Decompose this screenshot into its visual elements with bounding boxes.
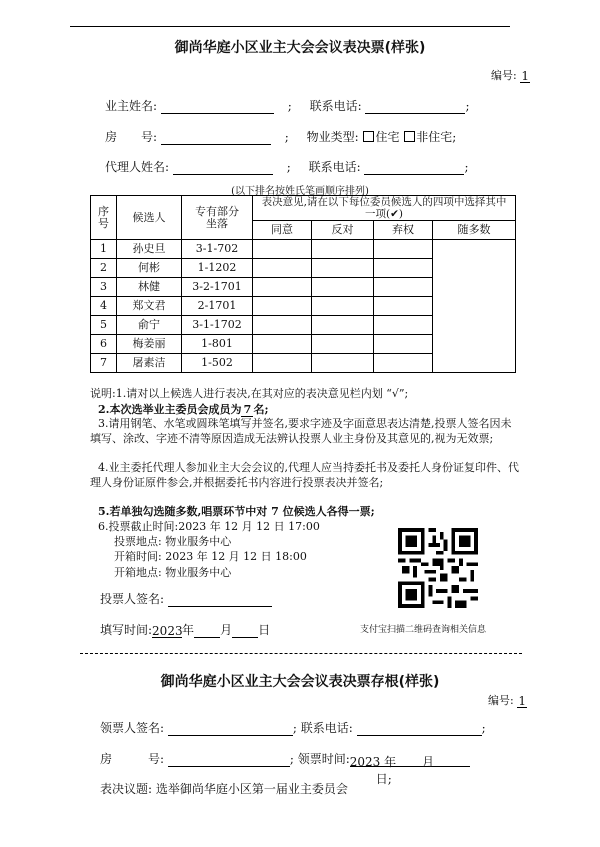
row-name: 俞宁 [117, 316, 182, 335]
header-candidate: 候选人 [117, 196, 182, 240]
header-unit: 专有部分坐落 [195, 204, 239, 230]
candidate-table [90, 195, 516, 373]
oppose-cell[interactable] [312, 297, 374, 316]
note-2: 2.本次选举业主委员会成员为 7 名; [98, 403, 269, 416]
oppose-cell[interactable] [312, 278, 374, 297]
abstain-cell[interactable] [374, 335, 433, 354]
agree-cell[interactable] [253, 335, 312, 354]
open-place: 开箱地点: 物业服务中心 [114, 566, 232, 579]
row-name: 郑文君 [117, 297, 182, 316]
abstain-cell[interactable] [374, 259, 433, 278]
row-no: 4 [91, 297, 117, 316]
note-6: 6.投票截止时间:2023 年 12 月 12 日 17:00 [98, 520, 320, 533]
row-unit: 3-1-702 [182, 240, 253, 259]
fill-day-field[interactable] [232, 624, 258, 638]
row-no: 2 [91, 259, 117, 278]
oppose-cell[interactable] [312, 354, 374, 373]
abstain-cell[interactable] [374, 297, 433, 316]
receiver-phone-field[interactable] [357, 722, 482, 736]
stub-number-value[interactable]: 1 [518, 694, 527, 708]
row-name: 梅姜丽 [117, 335, 182, 354]
row-name: 孙史旦 [117, 240, 182, 259]
agent-name-field[interactable] [173, 161, 273, 175]
owner-line: 业主姓名: ; 联系电话: ; [105, 99, 470, 113]
oppose-cell[interactable] [312, 316, 374, 335]
fill-month-field[interactable] [194, 624, 220, 638]
row-unit: 3-2-1701 [182, 278, 253, 297]
note-1: 说明:1.请对以上候选人进行表决,在其对应的表决意见栏内划 “√”; [90, 387, 409, 400]
agree-cell[interactable] [253, 240, 312, 259]
abstain-cell[interactable] [374, 278, 433, 297]
agree-cell[interactable] [253, 316, 312, 335]
row-unit: 1-502 [182, 354, 253, 373]
follow-majority-cell[interactable] [433, 240, 516, 373]
note-4: 4.业主委托代理人参加业主大会会议的,代理人应当持委托书及委托人身份证复印件、代理人身份证原件参会,并根据委托书内容进行投票表决并签名; [90, 461, 519, 489]
cut-line [80, 653, 522, 654]
non-residential-checkbox[interactable] [404, 131, 415, 142]
row-no: 5 [91, 316, 117, 335]
agree-cell[interactable] [253, 297, 312, 316]
stub-room-field[interactable] [168, 753, 290, 767]
agent-line: 代理人姓名: ; 联系电话: ; [105, 160, 469, 174]
header-seq: 序号 [98, 204, 109, 230]
row-unit: 1-1202 [182, 259, 253, 278]
ballot-title: 御尚华庭小区业主大会会议表决票(样张) [174, 40, 426, 56]
agree-cell[interactable] [253, 354, 312, 373]
voter-sign-field[interactable] [168, 593, 272, 607]
abstain-cell[interactable] [374, 354, 433, 373]
header-follow: 随多数 [433, 221, 516, 240]
owner-name-field[interactable] [161, 100, 274, 114]
header-agree: 同意 [253, 221, 312, 240]
table-row [91, 240, 516, 259]
receiver-sign-field[interactable] [168, 722, 293, 736]
header-abstain: 弃权 [374, 221, 433, 240]
row-name: 屠素洁 [117, 354, 182, 373]
qr-caption: 支付宝扫描二维码查询相关信息 [360, 625, 487, 635]
top-rule [70, 26, 510, 27]
receiver-line: 领票人签名: ; 联系电话: ; [100, 721, 486, 735]
stub-topic: 表决议题: 选举御尚华庭小区第一届业主委员会 [100, 782, 348, 796]
member-count: 7 [241, 403, 253, 417]
note-5: 5.若单独勾选随多数,唱票环节中对 7 位候选人各得一票; [98, 505, 375, 518]
row-no: 7 [91, 354, 117, 373]
row-name: 何彬 [117, 259, 182, 278]
receive-date-field[interactable]: 2023 年 月日; [350, 753, 470, 767]
oppose-cell[interactable] [312, 335, 374, 354]
table-note: (以下排名按姓氏笔画顺序排列) [231, 186, 369, 197]
row-no: 1 [91, 240, 117, 259]
row-unit: 1-801 [182, 335, 253, 354]
abstain-cell[interactable] [374, 316, 433, 335]
row-no: 6 [91, 335, 117, 354]
abstain-cell[interactable] [374, 240, 433, 259]
ballot-number: 编号: 1 [491, 69, 530, 83]
row-no: 3 [91, 278, 117, 297]
vote-place: 投票地点: 物业服务中心 [114, 535, 232, 548]
row-unit: 3-1-1702 [182, 316, 253, 335]
residential-checkbox[interactable] [363, 131, 374, 142]
row-unit: 2-1701 [182, 297, 253, 316]
fill-time-line: 填写时间:2023年 月 日 [100, 623, 271, 638]
room-line: 房 号: ; 物业类型: 住宅 非住宅; [105, 130, 457, 144]
voter-sign-line: 投票人签名: [100, 590, 272, 607]
stub-room-line: 房 号: ; 领票时间:2023 年 月日; [100, 750, 470, 767]
room-field[interactable] [161, 131, 271, 145]
fill-year[interactable]: 2023 [152, 624, 183, 638]
row-name: 林健 [117, 278, 182, 297]
ballot-number-value[interactable]: 1 [521, 69, 530, 83]
owner-phone-field[interactable] [365, 100, 465, 114]
stub-title: 御尚华庭小区业主大会会议表决票存根(样张) [160, 674, 440, 690]
header-opinion: 表决意见,请在以下每位委员候选人的四项中选择其中一项(✔) [261, 196, 507, 220]
qr-code-icon[interactable] [398, 528, 478, 608]
agent-phone-field[interactable] [364, 161, 464, 175]
agree-cell[interactable] [253, 278, 312, 297]
oppose-cell[interactable] [312, 240, 374, 259]
open-time: 开箱时间: 2023 年 12 月 12 日 18:00 [114, 550, 307, 563]
header-oppose: 反对 [312, 221, 374, 240]
note-3: 3.请用钢笔、水笔或圆珠笔填写并签名,要求字迹及字面意思表达清楚,投票人签名因未填写、涂改、字迹不清等原因造成无法辨认投票人业主身份及其意见的,视为无效票; [90, 417, 512, 445]
oppose-cell[interactable] [312, 259, 374, 278]
agree-cell[interactable] [253, 259, 312, 278]
stub-number: 编号: 1 [488, 694, 527, 708]
